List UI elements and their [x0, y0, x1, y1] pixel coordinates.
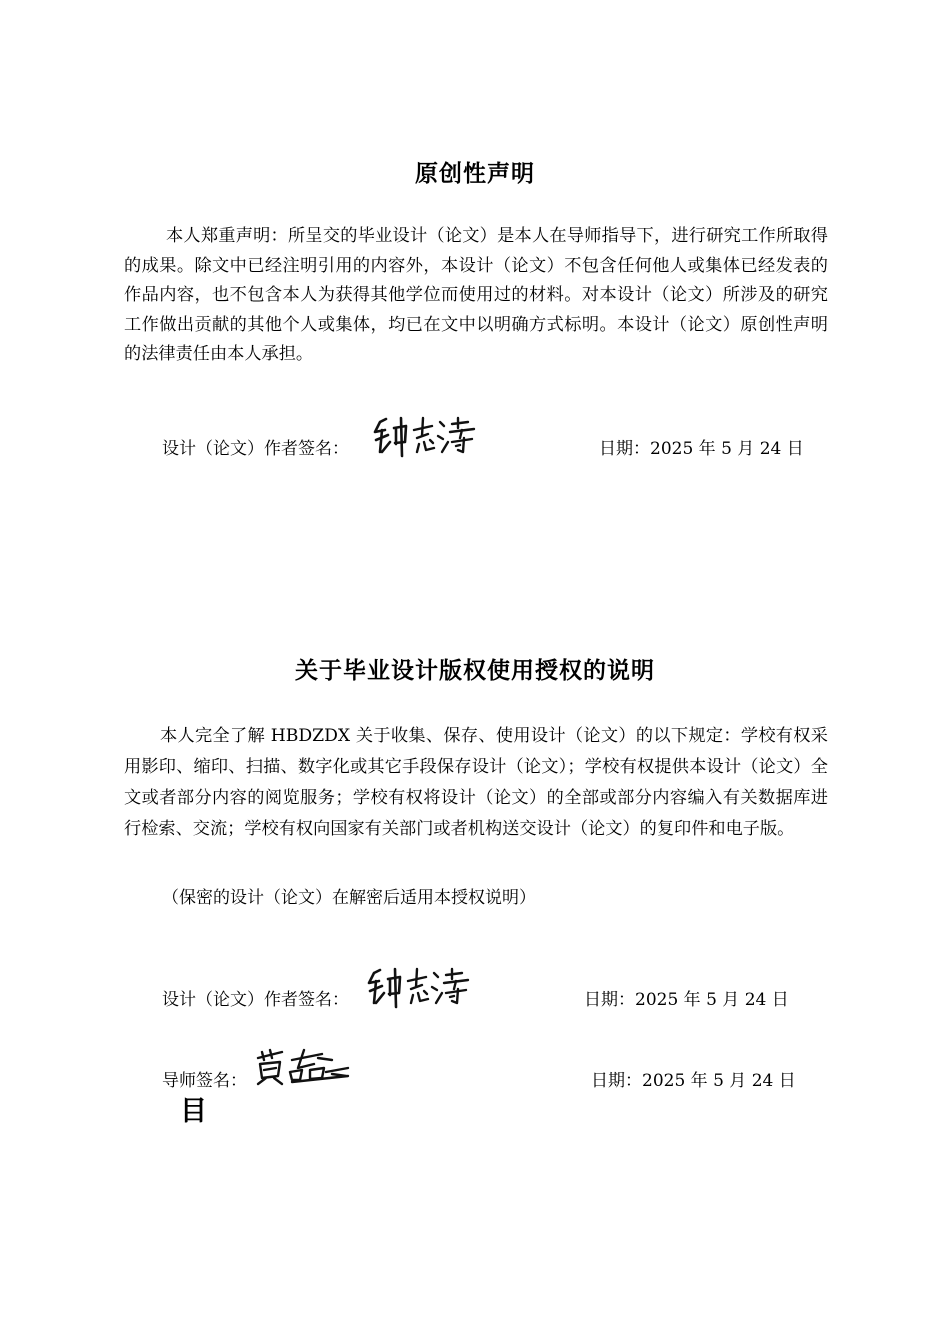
authorization-author-signature — [366, 963, 474, 1009]
toc-heading-fragment: 目 — [180, 1096, 207, 1127]
authorization-author-signature-label: 设计（论文）作者签名： — [162, 990, 349, 1010]
advisor-date: 日期：2025 年 5 月 24 日 — [591, 1071, 796, 1091]
originality-date: 日期：2025 年 5 月 24 日 — [599, 439, 804, 459]
originality-body: 本人郑重声明：所呈交的毕业设计（论文）是本人在导师指导下，进行研究工作所取得的成果。除文中已经注明引用的内容外，本设计（论文）不包含任何他人或集体已经发表的作品内容，也不包含本人为获得其他学位而使用过的材料。对本设计（论文）所涉及的研究工作做出贡献的其他个人或集体，均已在文中以明确方式标明。本设计（论文）原创性声明的法律责任由本人承担。 — [124, 226, 828, 364]
advisor-signature — [252, 1046, 352, 1086]
authorization-note: （保密的设计（论文）在解密后适用本授权说明） — [162, 888, 536, 908]
advisor-signature-label: 导师签名： — [162, 1071, 247, 1091]
authorization-body: 本人完全了解 HBDZDX 关于收集、保存、使用设计（论文）的以下规定：学校有权采用影印、缩印、扫描、数字化或其它手段保存设计（论文）；学校有权提供本设计（论文）全文或者部分内容的阅览服务；学校有权将设计（论文）的全部或部分内容编入有关数据库进行检索、交流；学校有权向国家有关部门或者机构送交设计（论文）的复印件和电子版。 — [124, 726, 828, 839]
originality-title: 原创性声明 — [415, 161, 535, 187]
authorization-author-date: 日期：2025 年 5 月 24 日 — [584, 990, 789, 1010]
originality-author-signature-label: 设计（论文）作者签名： — [162, 439, 349, 459]
authorization-title: 关于毕业设计版权使用授权的说明 — [295, 658, 655, 684]
originality-author-signature — [372, 412, 480, 458]
